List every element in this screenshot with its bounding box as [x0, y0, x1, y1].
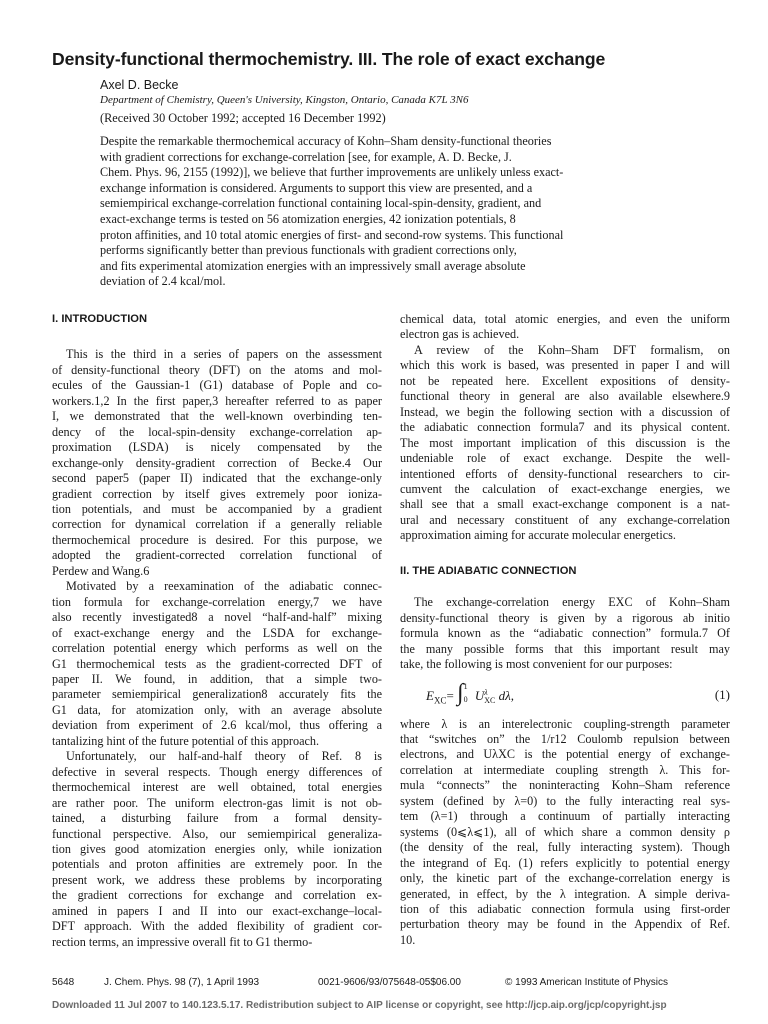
eq-lhs: E [426, 687, 434, 703]
abstract-line: with gradient corrections for exchange-correlation [see, for example, A. D. Becke, J. [100, 149, 512, 164]
equation-number: (1) [714, 686, 730, 702]
received-dates: (Received 30 October 1992; accepted 16 December 1992) [100, 111, 386, 125]
abstract-line: exact-exchange terms is tested on 56 atomization energies, 42 ionization potentials, 8 [100, 211, 516, 226]
text-line: where λ is an interelectronic coupling-strength parameter [400, 716, 730, 731]
left-column [52, 312, 382, 950]
text-line: adopted the gradient-corrected correlation functional of [52, 548, 382, 563]
text-line: present work, we address these problems by incorporating [52, 872, 382, 887]
text-line: Perdew and Wang.6 [52, 563, 150, 578]
abstract-line: semiempirical exchange-correlation functional containing local-spin-density, gradient, and [100, 196, 542, 211]
text-line: undeniable role of exact exchange. Despite the well- [400, 451, 730, 466]
text-line: dency of the local-spin-density exchange-correlation ap- [52, 424, 382, 439]
section-heading-introduction: I. INTRODUCTION [52, 313, 148, 325]
text-line: tained, a disturbing failure from a formal density- [52, 811, 382, 826]
eq-lhs-sub: XC [433, 695, 447, 706]
text-line: paper II. We found, in addition, that a simple two- [52, 671, 382, 686]
text-line: functional perspective. Also, our semiempirical generaliza- [52, 826, 382, 841]
text-line: functional theory in general are also available elsewhere.9 [400, 389, 730, 404]
text-line: electron gas is achieved. [400, 327, 520, 342]
eq-integrand: U [474, 687, 485, 703]
text-line: exchange-only density-gradient correction of Becke.4 Our [52, 455, 382, 470]
text-line: thermochemical procedure is desired. For this purpose, we [52, 532, 382, 547]
text-line: generated, in effect, by the λ integration. A simple deriva- [400, 886, 730, 901]
text-line: tion formula for exchange-correlation energy,7 we have [52, 594, 382, 609]
text-line: which this work is based, was presented in paper I and will [400, 358, 730, 373]
text-line: gradient correction by itself gives extremely poor ioniza- [52, 486, 382, 501]
text-line: potentials and proton affinities are extremely poor. In the [52, 857, 382, 872]
journal-citation: J. Chem. Phys. 98 (7), 1 April 1993 [104, 977, 260, 988]
text-line: The exchange-correlation energy EXC of Kohn–Sham [414, 595, 730, 610]
text-line: tion of this adiabatic connection formula using first-order [400, 901, 730, 916]
text-line: correlation at intermediate coupling strength λ. This for- [400, 762, 730, 777]
text-line: intentioned efforts of density-functional researchers to cir- [400, 466, 730, 481]
text-line: the adiabatic connection formula7 and its physical content. [400, 420, 730, 435]
abstract-line: and fits experimental atomization energies with an impressively small average absolute [100, 258, 526, 273]
text-line: electrons, and UλXC is the potential energy of exchange- [400, 747, 730, 762]
text-line: correlation potential energy which performs as well on the [52, 641, 382, 656]
text-line: density-functional theory is given by a rigorous ab initio [400, 610, 730, 625]
text-line: approximation aiming for accurate molecular energetics. [400, 528, 676, 543]
text-line: DFT approach. With the added flexibility of gradient cor- [52, 919, 382, 934]
text-line: cumvent the calculation of exact-exchange energies, we [400, 481, 730, 496]
text-line: mula “connects” the noninteracting Kohn–Sham reference [400, 778, 730, 793]
paper-title: Density-functional thermochemistry. III. The role of exact exchange [52, 49, 606, 69]
text-line: parameter semiempirical generalization8 accurately fits the [52, 687, 382, 702]
text-line: tem (λ=1) through a continuum of partially interacting [400, 809, 730, 824]
text-line: of exact-exchange energy and the LSDA for exchange- [52, 625, 382, 640]
text-line: only, the kinetic part of the exchange-correlation energy is [400, 871, 730, 886]
text-line: perturbation theory may be found in the Appendix of Ref. [400, 917, 730, 932]
text-line: not be repeated here. Excellent expositions of density- [400, 373, 730, 388]
text-line: the many possible forms that this important result may [400, 641, 730, 656]
text-line: thermochemical interest are well obtained, total energies [52, 780, 382, 795]
text-line: the gradient corrections for exchange and correlation ex- [52, 888, 382, 903]
author-name: Axel D. Becke [100, 78, 179, 92]
eq-differential: dλ, [498, 687, 515, 703]
integral: ∫ 1 0 [457, 679, 468, 706]
text-line: systems (0⩽λ⩽1), all of which share a common density ρ [400, 824, 730, 839]
text-line: G1 thermochemical tests as the gradient-corrected DFT of [52, 656, 382, 671]
text-line: ural and necessary constituent of any exchange-correlation [400, 512, 730, 527]
abstract-line: performs significantly better than previous functionals with gradient corrections only, [100, 243, 517, 258]
text-line: I, we demonstrated that the well-known overbinding ten- [52, 409, 382, 424]
text-line: rection terms, an impressive overall fit to G1 thermo- [52, 934, 313, 949]
page-number: 5648 [52, 977, 75, 988]
abstract-line: Chem. Phys. 96, 2155 (1992)], we believe that further improvements are unlikely unless exact- [100, 165, 564, 180]
text-line: chemical data, total atomic energies, and even the uniform [400, 312, 730, 326]
text-line: take, the following is most convenient for our purposes: [400, 657, 673, 672]
text-line: A review of the Kohn–Sham DFT formalism, on [414, 342, 730, 357]
text-line: G1 data, for atomization only, with an average absolute [52, 702, 382, 717]
equation-1 [400, 673, 730, 717]
integral-upper-limit: 1 [463, 681, 468, 691]
abstract-line: deviation of 2.4 kcal/mol. [100, 274, 226, 289]
text-line: Unfortunately, our half-and-half theory of Ref. 8 is [66, 749, 382, 764]
text-line: The most important implication of this discussion is the [400, 435, 730, 450]
download-notice: Downloaded 11 Jul 2007 to 140.123.5.17. Redistribution subject to AIP license or copyright, see http://jcp.aip.org/jcp/copyright.jsp [52, 1000, 667, 1011]
abstract-line: proton affinities, and 10 total atomic energies of first- and second-row systems. This functional [100, 227, 564, 242]
abstract-line: exchange information is considered. Arguments to support this view are presented, and a [100, 180, 533, 195]
text-line: the integrand of Eq. (1) refers explicitly to potential energy [400, 855, 730, 870]
article-code: 0021-9606/93/075648-05$06.00 [318, 977, 461, 988]
text-line: of density-functional theory (DFT) on the atoms and mol- [52, 362, 382, 377]
text-line: also recently investigated8 a novel “half-and-half” mixing [52, 610, 382, 625]
text-line: formula known as the “adiabatic connection” formula.7 Of [400, 626, 730, 641]
text-line: Motivated by a reexamination of the adiabatic connec- [66, 579, 382, 594]
eq-integrand-sub: XC [484, 696, 496, 705]
text-line: ecules of the Gaussian-1 (G1) database of Pople and co- [52, 378, 382, 393]
text-line: workers.1,2 In the first paper,3 hereafter referred to as paper [52, 393, 382, 408]
author-affiliation: Department of Chemistry, Queen's University, Kingston, Ontario, Canada K7L 3N6 [100, 94, 469, 106]
text-line: (the density of the real, fully interacting system). Though [400, 840, 730, 855]
integral-lower-limit: 0 [463, 694, 468, 704]
text-line: tantalizing hint of the future potential of this approach. [52, 733, 320, 748]
copyright-notice: © 1993 American Institute of Physics [505, 977, 669, 988]
text-line: tion potentials, and must be accompanied by a gradient [52, 501, 382, 516]
text-line: tion gives good atomization energies only, while ionization [52, 841, 382, 856]
section-heading-adiabatic-connection: II. THE ADIABATIC CONNECTION [400, 564, 577, 577]
text-line: correction for dynamical correlation if a generally reliable [52, 517, 382, 532]
eq-sign: = [446, 687, 454, 703]
eq-integrand-sup: λ [484, 688, 488, 697]
text-line: 10. [400, 932, 416, 947]
text-line: system (defined by λ=0) to the fully interacting real sys- [400, 793, 730, 808]
abstract [100, 134, 632, 290]
text-line: shall see that a small exact-exchange component is a nat- [400, 497, 730, 512]
text-line: Instead, we begin the following section with a discussion of [400, 404, 730, 419]
text-line: deviation from experiment of 2.6 kcal/mol, thus offering a [52, 718, 382, 733]
text-line: second paper5 (paper II) indicated that the exchange-only [52, 471, 382, 486]
text-line: proximation (LSDA) is nicely compensated by the [52, 440, 382, 455]
text-line: amined in papers I and II into our exact-exchange–local- [52, 903, 382, 918]
text-line: that “switches on” the 1/r12 Coulomb repulsion between [400, 731, 730, 746]
right-column [400, 312, 730, 948]
text-line: are rather poor. The uniform electron-gas limit is not ob- [52, 795, 382, 810]
text-line: defective in several respects. Though energy differences of [52, 764, 382, 779]
equation-body [426, 680, 514, 709]
abstract-line: Despite the remarkable thermochemical accuracy of Kohn–Sham density-functional theories [100, 134, 552, 148]
text-line: This is the third in a series of papers on the assessment [66, 347, 382, 362]
